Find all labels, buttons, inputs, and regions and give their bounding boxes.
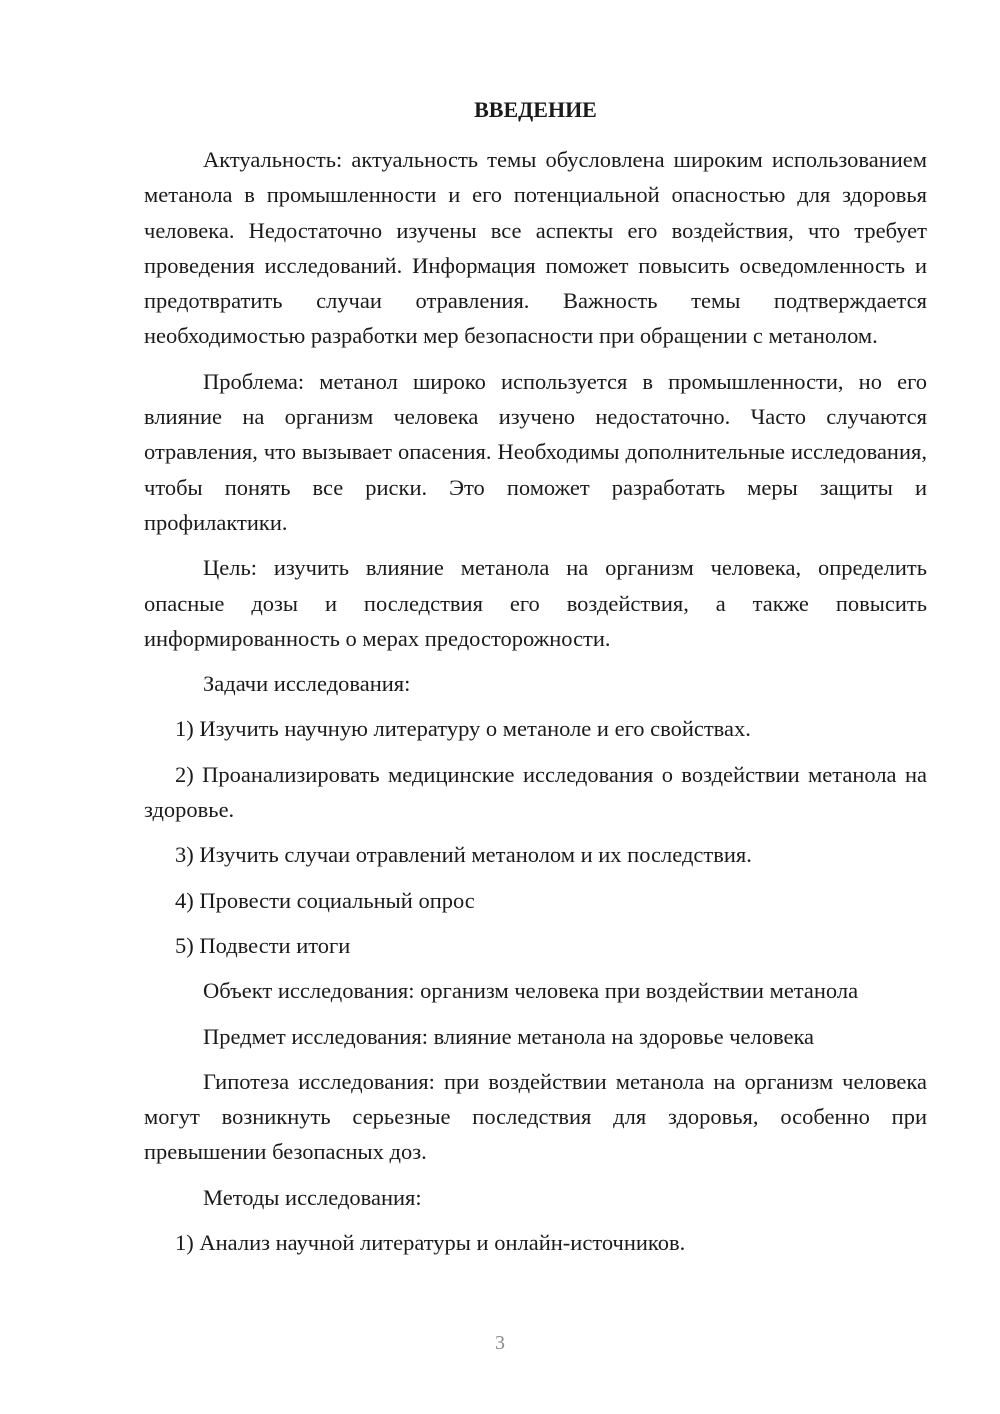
section-heading: ВВЕДЕНИЕ [474,97,597,122]
method-item-1: 1) Анализ научной литературы и онлайн-источников. [175,1230,686,1256]
task-item-1: 1) Изучить научную литературу о метаноле и его свойствах. [175,716,751,742]
paragraph-object: Объект исследования: организм человека при воздействии метанола [203,978,859,1004]
task-item-3: 3) Изучить случаи отравлений метанолом и их последствия. [175,842,752,868]
paragraph-subject: Предмет исследования: влияние метанола на здоровье человека [203,1023,815,1049]
paragraph-goal: Цель: изучить влияние метанола на организм человека, определить опасные дозы и последствия его воздействия, а также повысить информированность о мерах предосторожности. [144,555,927,651]
document-page [144,92,927,1260]
page-number: 3 [495,1332,505,1354]
paragraph-hypothesis: Гипотеза исследования: при воздействии метанола на организм человека могут возникнуть серьезные последствия для здоровья, особенно при превышении безопасных доз. [144,1068,927,1165]
task-item-4: 4) Провести социальный опрос [175,887,475,913]
tasks-title: Задачи исследования: [203,671,411,697]
methods-title: Методы исследования: [203,1184,422,1210]
paragraph-relevance: Актуальность: актуальность темы обусловлена широким использованием метанола в промышленности и его потенциальной опасностью для здоровья человека. Недостаточно изучены все аспекты его воздействия, что требует проведения исследований. Информация поможет повысить осведомленность и предотвратить случаи отравления. Важность темы подтверждается необходимостью разработки мер безопасности при обращении с метанолом. [144,147,927,349]
paragraph-problem: Проблема: метанол широко используется в промышленности, но его влияние на организм человека изучено недостаточно. Часто случаются отравления, что вызывает опасения. Необходимы дополнительные исследования, чтобы понять все риски. Это поможет разработать меры защиты и профилактики. [144,368,927,535]
task-item-2: 2) Проанализировать медицинские исследования о воздействии метанола на здоровье. [144,761,927,823]
task-item-5: 5) Подвести итоги [175,932,351,958]
